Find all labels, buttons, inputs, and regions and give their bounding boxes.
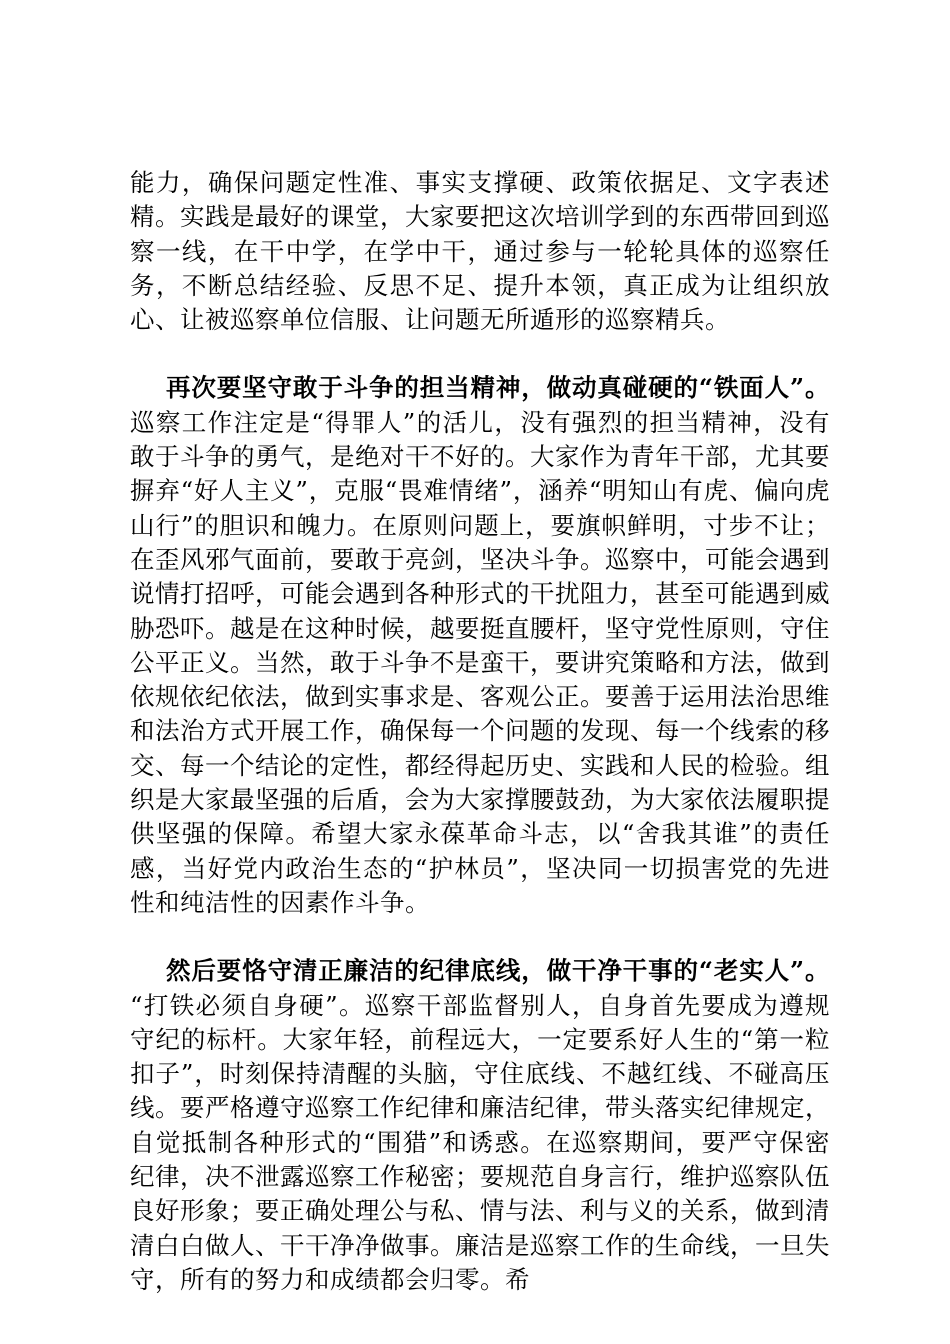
- document-page: [130, 166, 830, 1331]
- paragraph-3: [130, 954, 830, 1297]
- paragraph-1: [130, 166, 830, 337]
- paragraph-3-body: “打铁必须自身硬”。巡察干部监督别人，自身首先要成为遵规守纪的标杆。大家年轻，前程远大，一定要系好人生的“第一粒扣子”，时刻保持清醒的头脑，守住底线、不越红线、不碰高压线。要严格遵守巡察工作纪律和廉洁纪律，带头落实纪律规定，自觉抵制各种形式的“围猎”和诱惑。在巡察期间，要严守保密纪律，决不泄露巡察工作秘密；要规范自身言行，维护巡察队伍良好形象；要正确处理公与私、情与法、利与义的关系，做到清清白白做人、干干净净做事。廉洁是巡察工作的生命线，一旦失守，所有的努力和成绩都会归零。希: [130, 990, 830, 1294]
- paragraph-1-body: 能力，确保问题定性准、事实支撑硬、政策依据足、文字表述精。实践是最好的课堂，大家要把这次培训学到的东西带回到巡察一线，在干中学，在学中干，通过参与一轮轮具体的巡察任务，不断总结经验、反思不足、提升本领，真正成为让组织放心、让被巡察单位信服、让问题无所遁形的巡察精兵。: [130, 168, 830, 335]
- paragraph-2-body: 巡察工作注定是“得罪人”的活儿，没有强烈的担当精神，没有敢于斗争的勇气，是绝对干不好的。大家作为青年干部，尤其要摒弃“好人主义”，克服“畏难情绪”，涵养“明知山有虎、偏向虎山行”的胆识和魄力。在原则问题上，要旗帜鲜明，寸步不让；在歪风邪气面前，要敢于亮剑，坚决斗争。巡察中，可能会遇到说情打招呼，可能会遇到各种形式的干扰阻力，甚至可能遇到威胁恐吓。越是在这种时候，越要挺直腰杆，坚守党性原则，守住公平正义。当然，敢于斗争不是蛮干，要讲究策略和方法，做到依规依纪依法，做到实事求是、客观公正。要善于运用法治思维和法治方式开展工作，确保每一个问题的发现、每一个线索的移交、每一个结论的定性，都经得起历史、实践和人民的检验。组织是大家最坚强的后盾，会为大家撑腰鼓劲，为大家依法履职提供坚强的保障。希望大家永葆革命斗志，以“舍我其谁”的责任感，当好党内政治生态的“护林员”，坚决同一切损害党的先进性和纯洁性的因素作斗争。: [130, 407, 830, 917]
- paragraph-2: [130, 371, 830, 920]
- paragraph-2-lead: 再次要坚守敢于斗争的担当精神，做动真碰硬的“铁面人”。: [166, 373, 830, 403]
- paragraph-3-lead: 然后要恪守清正廉洁的纪律底线，做干净干事的“老实人”。: [166, 956, 830, 986]
